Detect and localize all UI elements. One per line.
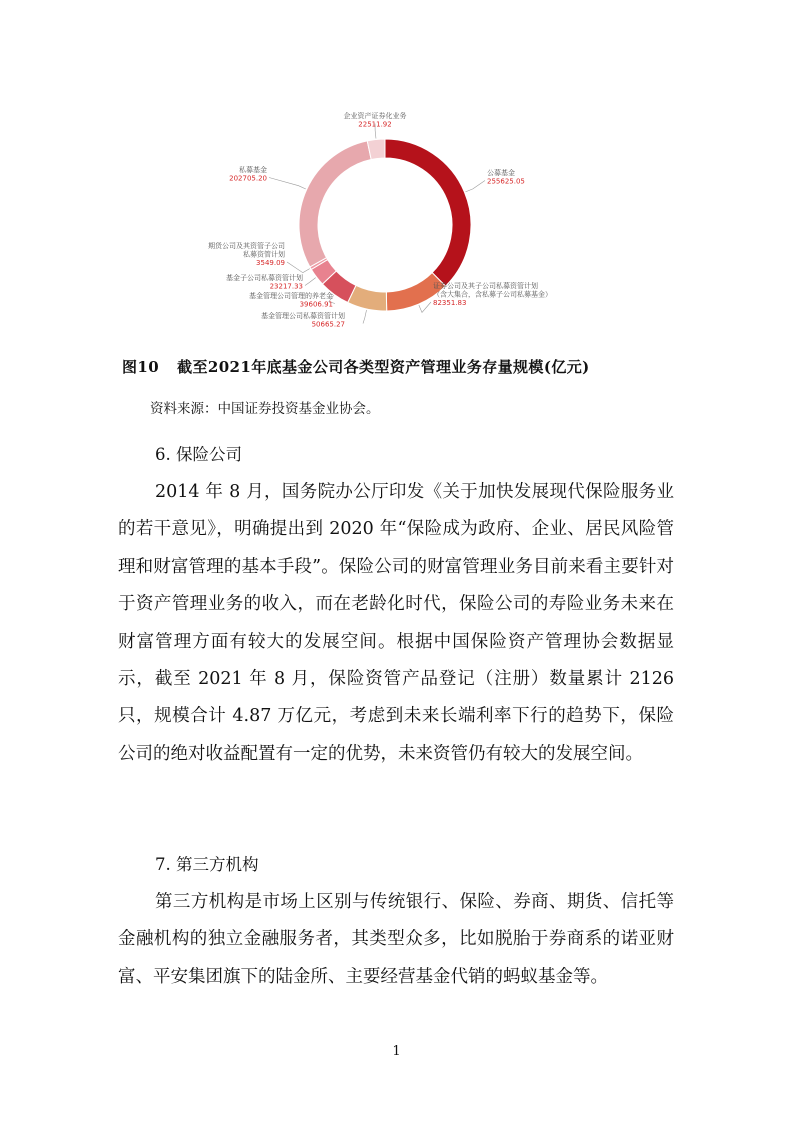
slice-label-value: 50665.27 [311, 320, 345, 329]
slice-label-name: 基金子公司私募资管计划 [226, 274, 303, 282]
section-paragraph-insurance: 2014 年 8 月，国务院办公厅印发《关于加快发展现代保险服务业的若干意见》，明确提出到 2020 年“保险成为政府、企业、居民风险管理和财富管理的基本手段”。保险公司的财富管理业务目前来看主要针对于资产管理业务的收入，而在老龄化时代，保险公司的寿险业务未来在财富管理方面有较大的发展空间。根据中国保险资产管理协会数据显示，截至 2021 年 8 月，保险资管产品登记（注册）数量累计 2126 只，规模合计 4.87 万亿元，考虑到未来长端利率下行的趋势下，保险公司的绝对收益配置有一定的优势，未来资管仍有较大的发展空间。 [118, 482, 674, 764]
slice-label-name: 证券公司及其子公司私募资管计划 [433, 282, 538, 290]
figure-source: 资料来源：中国证券投资基金业协会。 [150, 401, 380, 417]
label-leader-line [363, 310, 367, 323]
figure-number: 图10 [122, 358, 160, 376]
slice-label-value: 82351.83 [433, 299, 467, 307]
label-leader-line [269, 178, 306, 189]
donut-slice [385, 139, 471, 286]
slice-label-value: 202705.20 [229, 174, 267, 183]
slice-label-name: 私募基金 [239, 166, 267, 174]
slice-label-name: 公募基金 [487, 169, 515, 177]
section-heading-insurance: 6. 保险公司 [155, 445, 242, 464]
section-heading-third-party: 7. 第三方机构 [155, 855, 259, 874]
donut-slice [299, 141, 371, 267]
label-leader-line [465, 181, 485, 192]
slice-label-name: （含大集合，含私募子公司私募基金） [433, 290, 552, 299]
slice-label-value: 3549.09 [256, 259, 285, 267]
slice-label-name: 基金管理公司管理的养老金 [249, 292, 333, 300]
slice-label-name: 私募资管计划 [243, 250, 285, 259]
slice-label-name: 基金管理公司私募资管计划 [261, 312, 345, 320]
label-leader-line [305, 278, 316, 286]
slice-label-name: 企业资产证券化业务 [343, 112, 407, 120]
slice-label-value: 39606.91 [299, 300, 333, 309]
slice-label-name: 期货公司及其资管子公司 [208, 242, 285, 250]
page-number: 1 [392, 1044, 401, 1059]
figure-title: 截至2021年底基金公司各类型资产管理业务存量规模(亿元) [177, 358, 590, 376]
figure-caption [122, 356, 590, 377]
slice-label-value: 255625.05 [487, 177, 525, 186]
slice-label-value: 22511.92 [358, 120, 392, 129]
label-leader-line [287, 262, 310, 273]
slice-label-value: 23217.33 [269, 282, 303, 291]
asset-management-donut-chart [195, 100, 595, 335]
section-paragraph-third-party: 第三方机构是市场上区别与传统银行、保险、券商、期货、信托等金融机构的独立金融服务者，其类型众多，比如脱胎于券商系的诺亚财富、平安集团旗下的陆金所、主要经营基金代销的蚂蚁基金等。 [118, 892, 674, 987]
